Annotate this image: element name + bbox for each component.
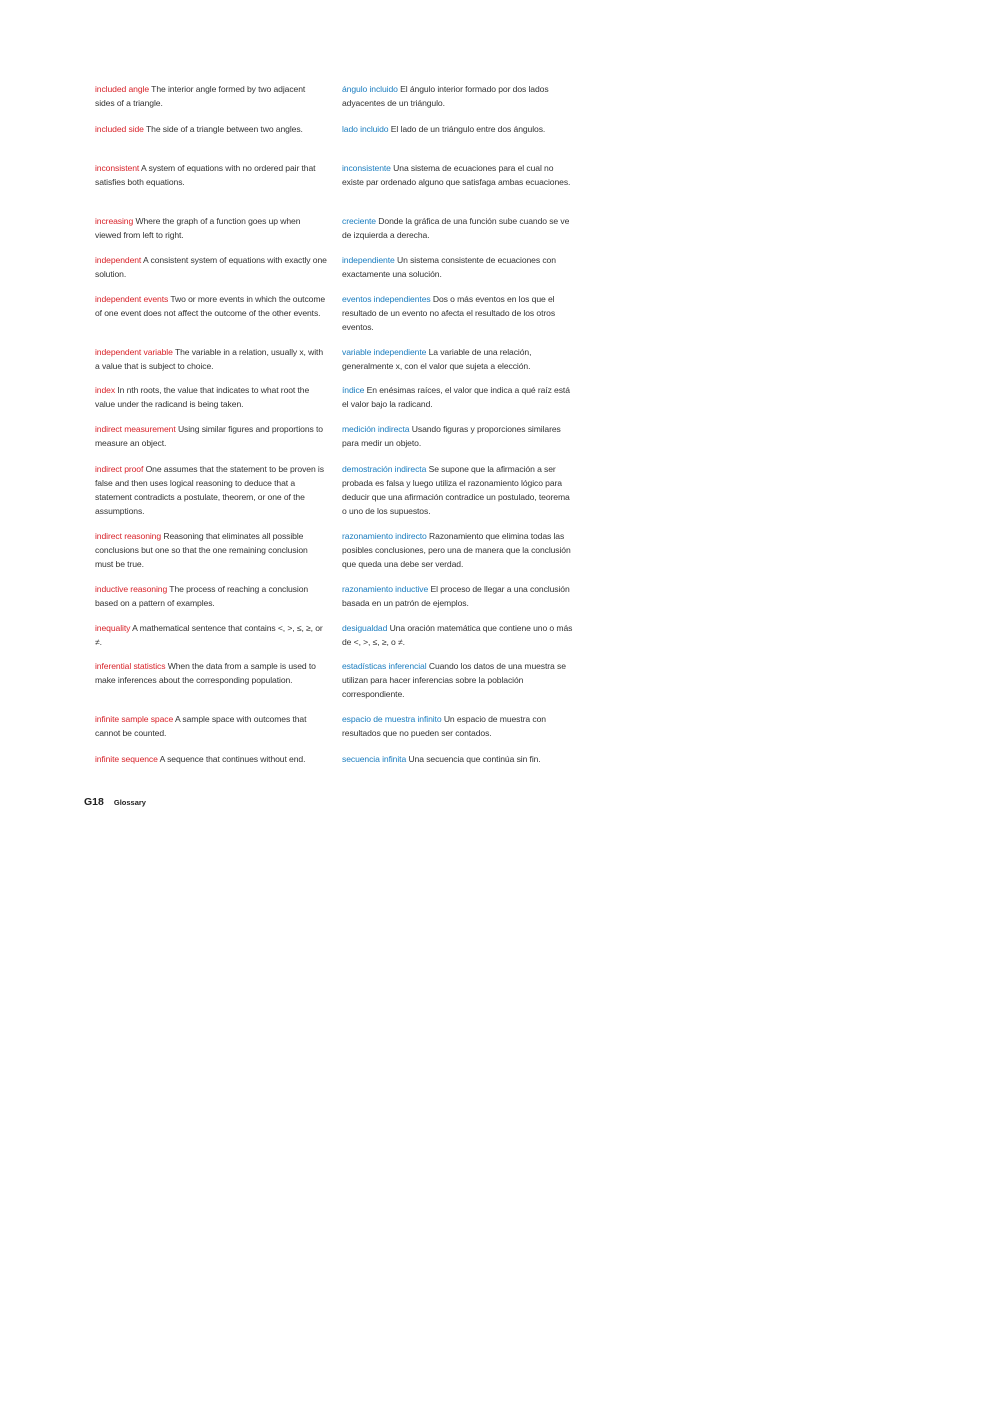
- glossary-term: estadísticas inferencial: [342, 661, 427, 671]
- glossary-term: indirect reasoning: [95, 531, 162, 541]
- glossary-definition: In nth roots, the value that indicates to what root the value under the radicand is being taken.: [95, 385, 310, 409]
- glossary-definition: Razonamiento que elimina todas las posibles conclusiones, pero una de manera que la conclusión que queda una debe ser verdad.: [342, 531, 571, 569]
- glossary-entry: [342, 752, 574, 766]
- glossary-term: independent events: [95, 294, 169, 304]
- glossary-term: increasing: [95, 216, 134, 226]
- glossary-term: inductive reasoning: [95, 584, 168, 594]
- glossary-definition: Two or more events in which the outcome of one event does not affect the outcome of the other events.: [95, 294, 326, 318]
- glossary-definition: Una secuencia que continúa sin fin.: [408, 754, 541, 764]
- glossary-term: variable independiente: [342, 347, 427, 357]
- glossary-entry: [95, 161, 327, 189]
- glossary-entry: [342, 161, 574, 189]
- glossary-entry: [342, 462, 574, 518]
- glossary-definition: Using similar figures and proportions to measure an object.: [95, 424, 323, 448]
- glossary-definition: Reasoning that eliminates all possible conclusions but one so that the one remaining conclusion must be true.: [95, 531, 308, 569]
- glossary-entry: [342, 292, 574, 334]
- glossary-entry: [342, 422, 574, 450]
- glossary-term: inconsistent: [95, 163, 140, 173]
- glossary-definition: The side of a triangle between two angles.: [146, 124, 303, 134]
- glossary-entry: [342, 621, 574, 649]
- glossary-entry: [342, 345, 574, 373]
- glossary-definition: En enésimas raíces, el valor que indica a qué raíz está el valor bajo la radicand.: [342, 385, 570, 409]
- glossary-term: índice: [342, 385, 365, 395]
- glossary-term: infinite sample space: [95, 714, 174, 724]
- footer-label: Glossary: [113, 798, 146, 807]
- glossary-term: inferential statistics: [95, 661, 166, 671]
- glossary-entry: [342, 582, 574, 610]
- glossary-entry: [342, 659, 574, 701]
- glossary-term: eventos independientes: [342, 294, 431, 304]
- glossary-entry: [95, 422, 327, 450]
- glossary-definition: Donde la gráfica de una función sube cuando se ve de izquierda a derecha.: [342, 216, 570, 240]
- glossary-entry: [95, 752, 327, 766]
- glossary-entry: [95, 462, 327, 518]
- glossary-definition: Cuando los datos de una muestra se utilizan para hacer inferencias sobre la población correspondiente.: [342, 661, 566, 699]
- glossary-entry: [342, 529, 574, 571]
- glossary-entry: [95, 712, 327, 740]
- glossary-term: included side: [95, 124, 144, 134]
- glossary-definition: A sequence that continues without end.: [159, 754, 306, 764]
- glossary-entry: [342, 122, 574, 136]
- glossary-entry: [95, 659, 327, 687]
- glossary-definition: Dos o más eventos en los que el resultado de un evento no afecta el resultado de los otros eventos.: [342, 294, 556, 332]
- glossary-term: ángulo incluido: [342, 84, 398, 94]
- page-footer: [84, 796, 146, 808]
- glossary-term: inconsistente: [342, 163, 391, 173]
- glossary-definition: The interior angle formed by two adjacent sides of a triangle.: [95, 84, 306, 108]
- glossary-definition: El lado de un triángulo entre dos ángulos.: [390, 124, 546, 134]
- glossary-entry: [95, 122, 327, 136]
- glossary-definition: When the data from a sample is used to make inferences about the corresponding population.: [95, 661, 316, 685]
- glossary-term: index: [95, 385, 116, 395]
- glossary-entry: [95, 253, 327, 281]
- glossary-entry: [342, 383, 574, 411]
- glossary-term: included angle: [95, 84, 150, 94]
- glossary-definition: A mathematical sentence that contains <, >, ≤, ≥, or ≠.: [95, 623, 323, 647]
- glossary-entry: [342, 82, 574, 110]
- glossary-term: secuencia infinita: [342, 754, 407, 764]
- glossary-entry: [95, 214, 327, 242]
- glossary-entry: [95, 529, 327, 571]
- glossary-entry: [95, 345, 327, 373]
- glossary-entry: [95, 292, 327, 320]
- glossary-term: independiente: [342, 255, 395, 265]
- glossary-term: demostración indirecta: [342, 464, 427, 474]
- glossary-entry: [342, 253, 574, 281]
- glossary-term: espacio de muestra infinito: [342, 714, 442, 724]
- glossary-definition: Se supone que la afirmación a ser probada es falsa y luego utiliza el razonamiento lógico para deducir que una afirmación contradice un postulado, teorema o uno de los supuestos.: [342, 464, 570, 516]
- glossary-definition: A sample space with outcomes that cannot be counted.: [95, 714, 307, 738]
- glossary-definition: La variable de una relación, generalmente x, con el valor que sujeta a elección.: [342, 347, 532, 371]
- glossary-term: razonamiento inductive: [342, 584, 429, 594]
- glossary-term: indirect measurement: [95, 424, 176, 434]
- glossary-term: infinite sequence: [95, 754, 158, 764]
- glossary-definition: The process of reaching a conclusion based on a pattern of examples.: [95, 584, 309, 608]
- glossary-definition: Where the graph of a function goes up when viewed from left to right.: [95, 216, 301, 240]
- glossary-term: creciente: [342, 216, 376, 226]
- glossary-definition: A system of equations with no ordered pair that satisfies both equations.: [95, 163, 316, 187]
- glossary-definition: The variable in a relation, usually x, with a value that is subject to choice.: [95, 347, 324, 371]
- glossary-definition: Una oración matemática que contiene uno o más de <, >, ≤, ≥, o ≠.: [342, 623, 573, 647]
- glossary-entry: [95, 82, 327, 110]
- glossary-term: razonamiento indirecto: [342, 531, 427, 541]
- glossary-definition: Una sistema de ecuaciones para el cual no existe par ordenado alguno que satisfaga ambas ecuaciones.: [342, 163, 571, 187]
- glossary-term: desigualdad: [342, 623, 388, 633]
- glossary-term: medición indirecta: [342, 424, 410, 434]
- glossary-definition: Un espacio de muestra con resultados que no pueden ser contados.: [342, 714, 546, 738]
- glossary-term: lado incluido: [342, 124, 389, 134]
- glossary-entry: [342, 712, 574, 740]
- glossary-definition: Un sistema consistente de ecuaciones con exactamente una solución.: [342, 255, 556, 279]
- glossary-term: independent variable: [95, 347, 173, 357]
- page-number: G18: [84, 796, 104, 808]
- glossary-term: independent: [95, 255, 142, 265]
- glossary-definition: A consistent system of equations with exactly one solution.: [95, 255, 327, 279]
- glossary-definition: El ángulo interior formado por dos lados adyacentes de un triángulo.: [342, 84, 549, 108]
- glossary-definition: Usando figuras y proporciones similares para medir un objeto.: [342, 424, 561, 448]
- glossary-entry: [95, 582, 327, 610]
- glossary-entry: [95, 383, 327, 411]
- glossary-definition: One assumes that the statement to be proven is false and then uses logical reasoning to deduce that a statement contradicts a postulate, theorem, or one of the assumptions.: [95, 464, 324, 516]
- glossary-definition: El proceso de llegar a una conclusión basada en un patrón de ejemplos.: [342, 584, 570, 608]
- glossary-entry: [95, 621, 327, 649]
- glossary-entry: [342, 214, 574, 242]
- glossary-term: inequality: [95, 623, 131, 633]
- glossary-term: indirect proof: [95, 464, 144, 474]
